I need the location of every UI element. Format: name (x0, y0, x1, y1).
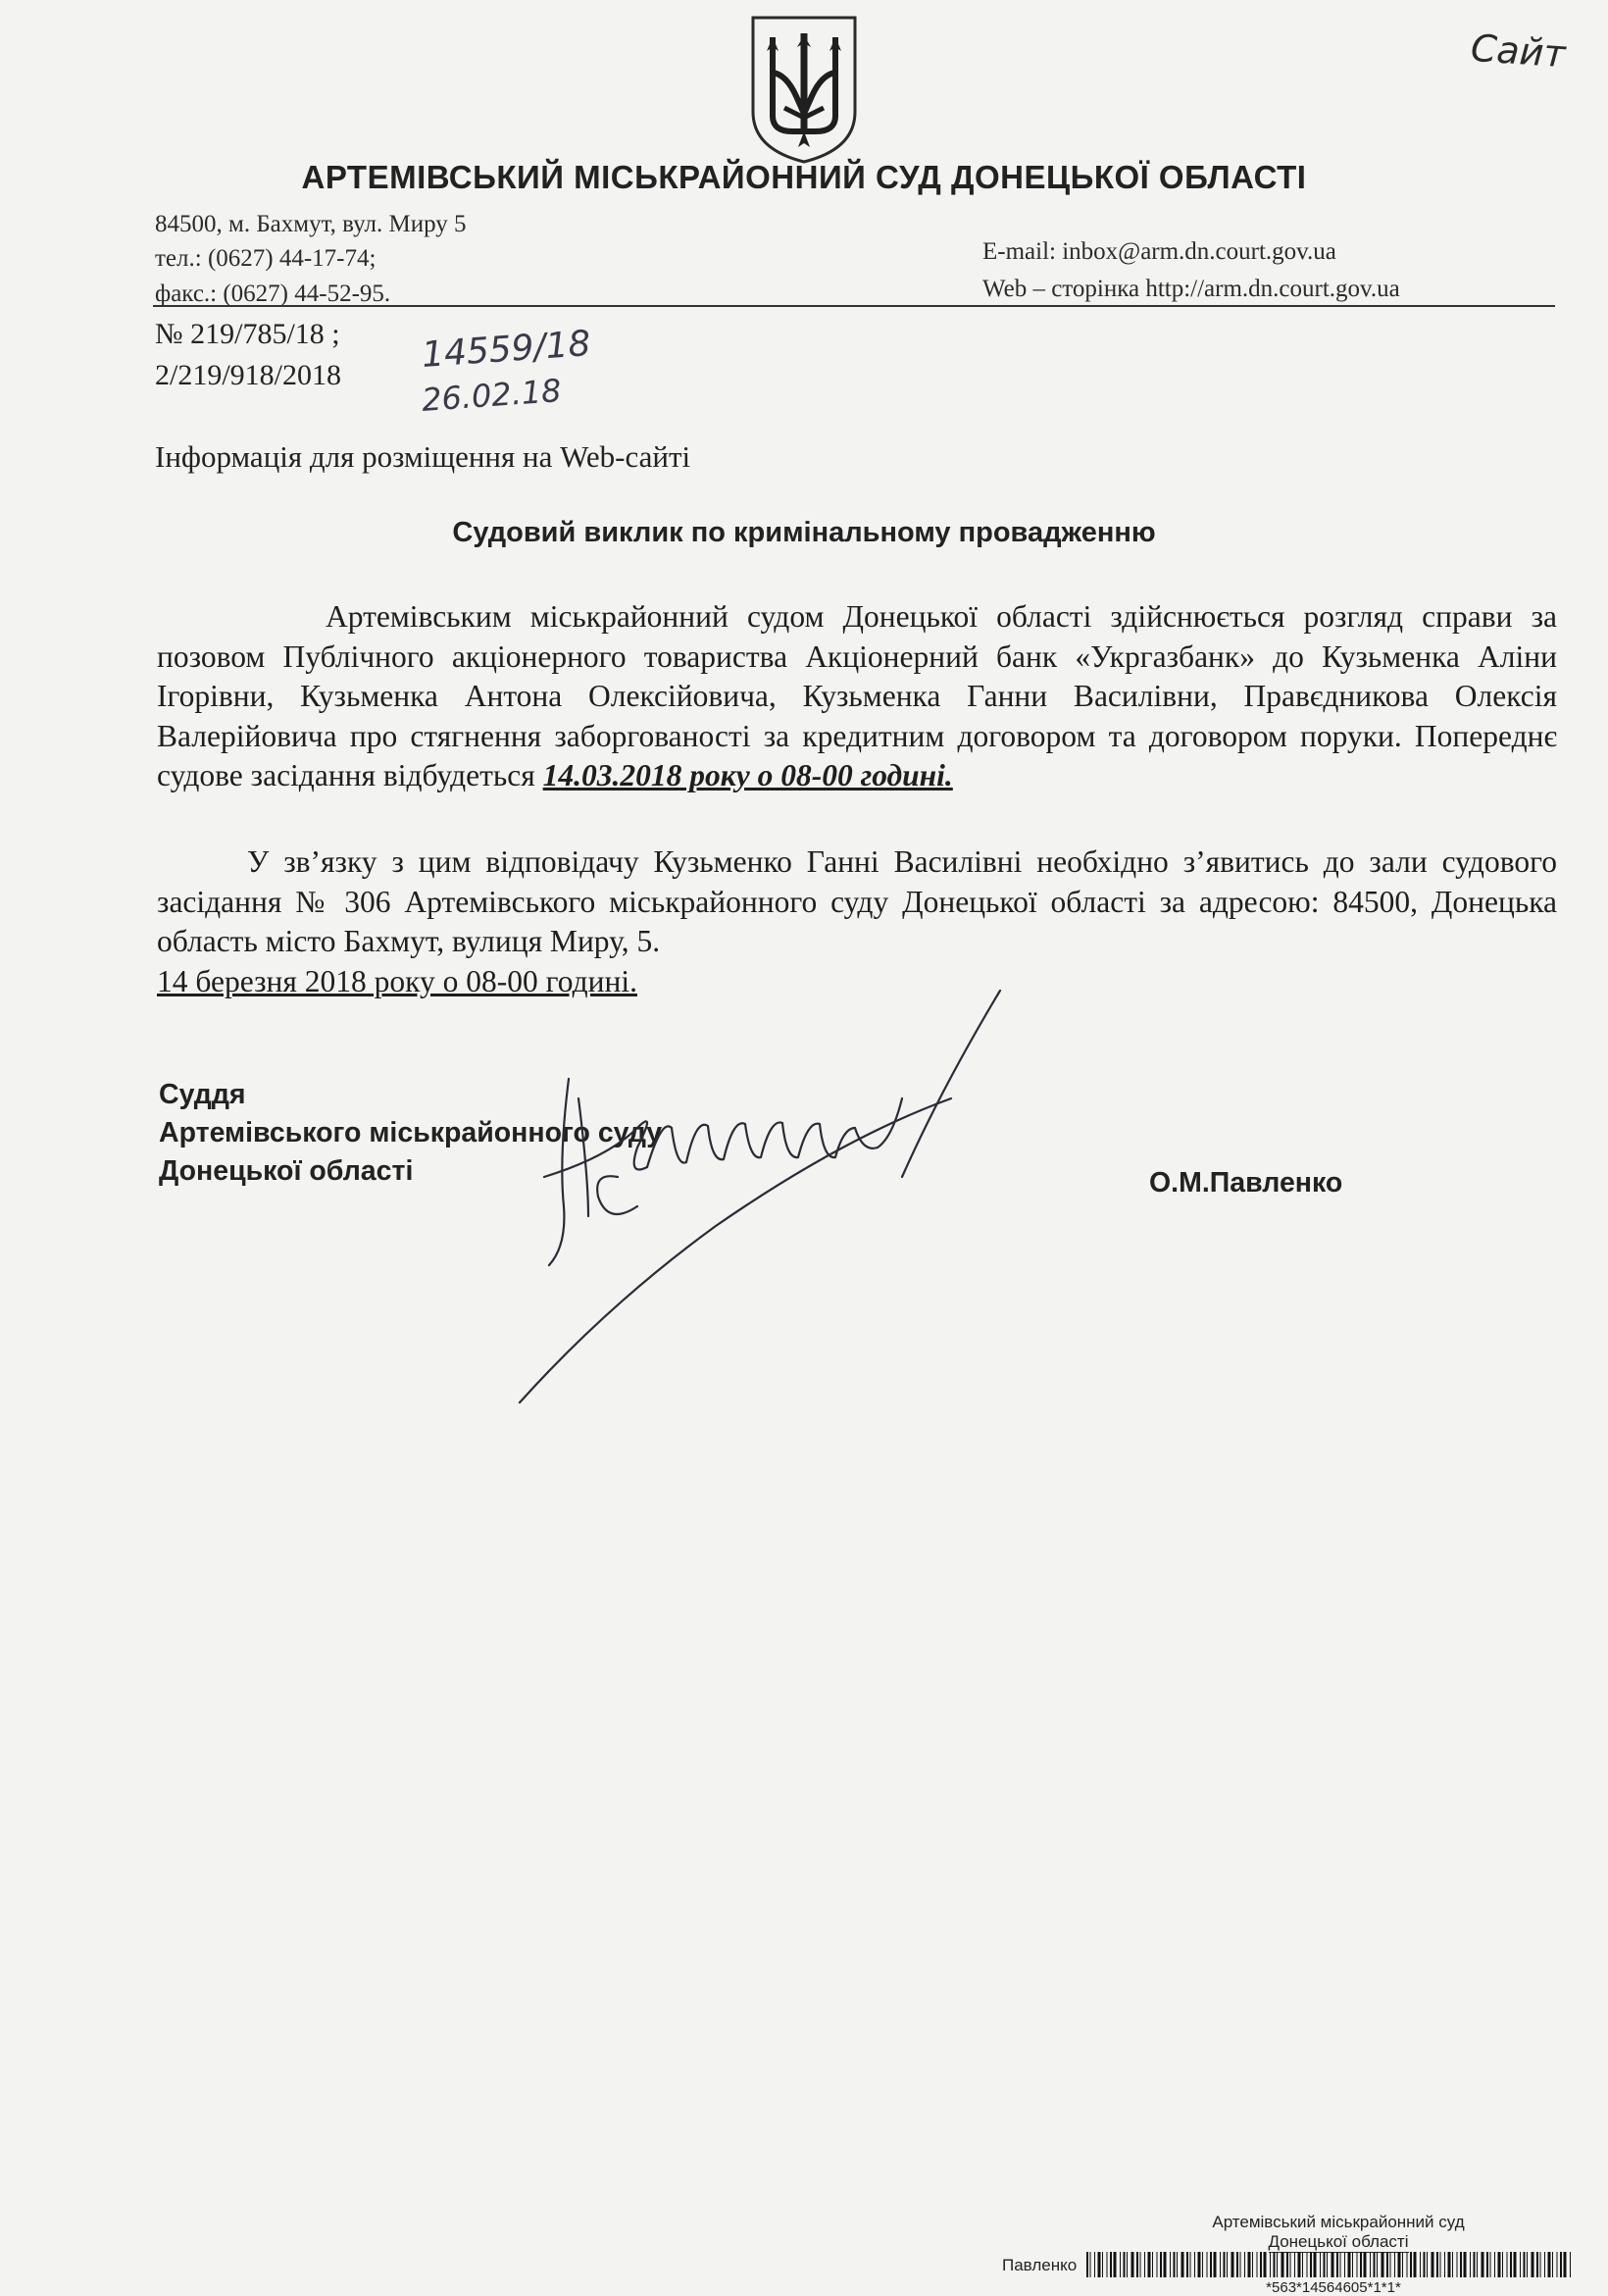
judge-title-line2: Артемівського міськрайонного суду (159, 1117, 663, 1148)
handwritten-corner-note: Сайт (1469, 26, 1568, 77)
trident-emblem-icon (745, 14, 863, 166)
court-phone: тел.: (0627) 44-17-74; (155, 245, 377, 272)
handwritten-signature (490, 981, 1196, 1412)
handwritten-registration-number: 14559/18 (420, 324, 592, 376)
barcode-label: Павленко (1002, 2256, 1078, 2274)
paragraph-case-details (157, 597, 1557, 796)
stamp-court-line1: Артемівський міськрайонний суд (1212, 2213, 1465, 2231)
stamp-court-name (1128, 2213, 1549, 2253)
court-name-heading: АРТЕМІВСЬКИЙ МІСЬКРАЙОННИЙ СУД ДОНЕЦЬКОЇ ОБЛАСТІ (301, 159, 1307, 195)
court-website: Web – сторінка http://arm.dn.court.gov.ua (982, 276, 1400, 302)
barcode-number: *563*14564605*1*1* (1266, 2279, 1401, 2296)
hearing-date-bold: 14.03.2018 року о 08-00 годині. (542, 758, 953, 792)
case-number-line2: 2/219/918/2018 (155, 359, 342, 391)
info-line: Інформація для розміщення на Web-сайті (155, 439, 691, 474)
hearing-date-underlined: 14 березня 2018 року о 08-00 годині. (157, 963, 637, 998)
court-fax: факс.: (0627) 44-52-95. (155, 281, 391, 307)
paragraph2-text: У зв’язку з цим відповідачу Кузьменко Ганні Василівні необхідно з’явитись до зали судового засідання № 306 Артемівського міськрайонного суду Донецької області за адресою: 84500, Донецька область місто Бахмут, вулиця Миру, 5. (157, 844, 1557, 958)
stamp-court-line2: Донецької області (1268, 2232, 1409, 2251)
paragraph-summons (157, 842, 1557, 1001)
handwritten-registration-date: 26.02.18 (420, 372, 563, 419)
judge-name: О.М.Павленко (1149, 1167, 1343, 1199)
case-number-line1: № 219/785/18 ; (155, 318, 340, 350)
judge-title-line1: Суддя (159, 1079, 246, 1110)
barcode (1086, 2252, 1573, 2277)
header-divider (153, 305, 1555, 307)
paragraph1-text: Артемівським міськрайонний судом Донецької області здійснюється розгляд справи за позовом Публічного акціонерного товариства Акціонерний банк «Укргазбанк» до Кузьменка Аліни Ігорівни, Кузьменка Антона Олексійовича, Кузьменка Ганни Василівни, Правєдникова Олексія Валерійовича про стягнення заборгованості за кредитним договором та договором поруки. Попереднє судове засідання відбудеться (157, 599, 1557, 792)
court-email: E-mail: inbox@arm.dn.court.gov.ua (982, 238, 1336, 265)
judge-title-line3: Донецької області (159, 1155, 414, 1187)
court-address: 84500, м. Бахмут, вул. Миру 5 (155, 211, 467, 237)
document-title: Судовий виклик по кримінальному провадженню (452, 517, 1156, 548)
